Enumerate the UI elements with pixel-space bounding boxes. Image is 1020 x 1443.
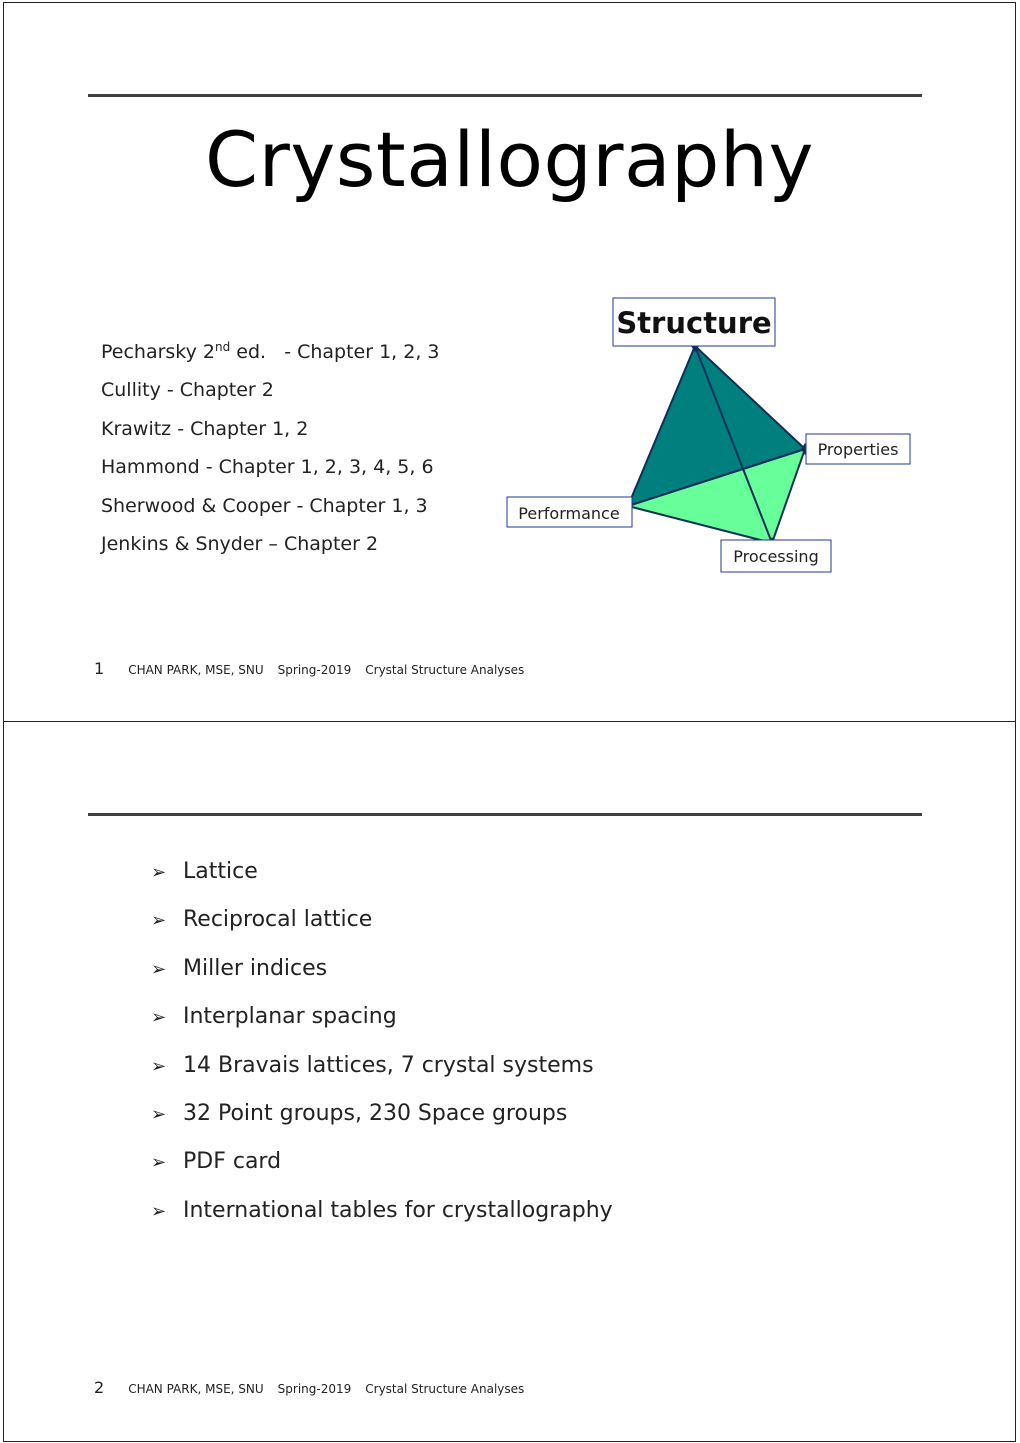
reference-item: Hammond - Chapter 1, 2, 3, 4, 5, 6: [101, 456, 434, 479]
reference-list: [101, 333, 440, 563]
footer-term: Spring-2019: [277, 663, 352, 677]
footer-course: Crystal Structure Analyses: [365, 663, 525, 677]
arrow-bullet-icon: ➢: [151, 1007, 167, 1029]
slide-footer: [94, 659, 524, 678]
topic-list: [151, 850, 613, 1237]
slide-footer: [94, 1378, 524, 1397]
footer-author: CHAN PARK, MSE, SNU: [128, 1382, 264, 1396]
footer-author: CHAN PARK, MSE, SNU: [128, 663, 264, 677]
arrow-bullet-icon: ➢: [151, 910, 167, 932]
reference-item: Pecharsky 2nd ed. - Chapter 1, 2, 3: [101, 340, 440, 363]
structure-label: Structure: [616, 306, 772, 340]
page-number: 1: [94, 659, 105, 678]
topic-item: ➢ Reciprocal lattice: [151, 898, 613, 946]
arrow-bullet-icon: ➢: [151, 958, 167, 980]
performance-label: Performance: [518, 504, 620, 523]
topic-item: ➢ International tables for crystallography: [151, 1189, 613, 1237]
processing-label: Processing: [733, 547, 819, 566]
topic-item: ➢ 32 Point groups, 230 Space groups: [151, 1092, 613, 1140]
arrow-bullet-icon: ➢: [151, 1200, 167, 1222]
arrow-bullet-icon: ➢: [151, 1152, 167, 1174]
title-rule: [88, 813, 922, 816]
topic-item: ➢ Interplanar spacing: [151, 995, 613, 1043]
footer-term: Spring-2019: [277, 1382, 352, 1396]
reference-item: Sherwood & Cooper - Chapter 1, 3: [101, 494, 428, 517]
reference-item: Cullity - Chapter 2: [101, 379, 274, 402]
topic-item: ➢ 14 Bravais lattices, 7 crystal systems: [151, 1044, 613, 1092]
slide-1: [3, 2, 1016, 722]
topic-item: ➢ PDF card: [151, 1140, 613, 1188]
reference-item: Krawitz - Chapter 1, 2: [101, 417, 309, 440]
slide-2: [3, 721, 1016, 1442]
arrow-bullet-icon: ➢: [151, 1103, 167, 1125]
materials-tetrahedron-diagram: [500, 295, 920, 585]
page-number: 2: [94, 1378, 105, 1397]
topic-item: ➢ Miller indices: [151, 947, 613, 995]
reference-item: Jenkins & Snyder – Chapter 2: [101, 532, 379, 555]
arrow-bullet-icon: ➢: [151, 862, 167, 883]
title-rule: [88, 94, 922, 97]
slide-title: Crystallography: [205, 115, 814, 204]
footer-course: Crystal Structure Analyses: [365, 1382, 525, 1396]
arrow-bullet-icon: ➢: [151, 1055, 167, 1077]
topic-item: ➢ Lattice: [151, 850, 613, 898]
properties-label: Properties: [817, 440, 899, 459]
